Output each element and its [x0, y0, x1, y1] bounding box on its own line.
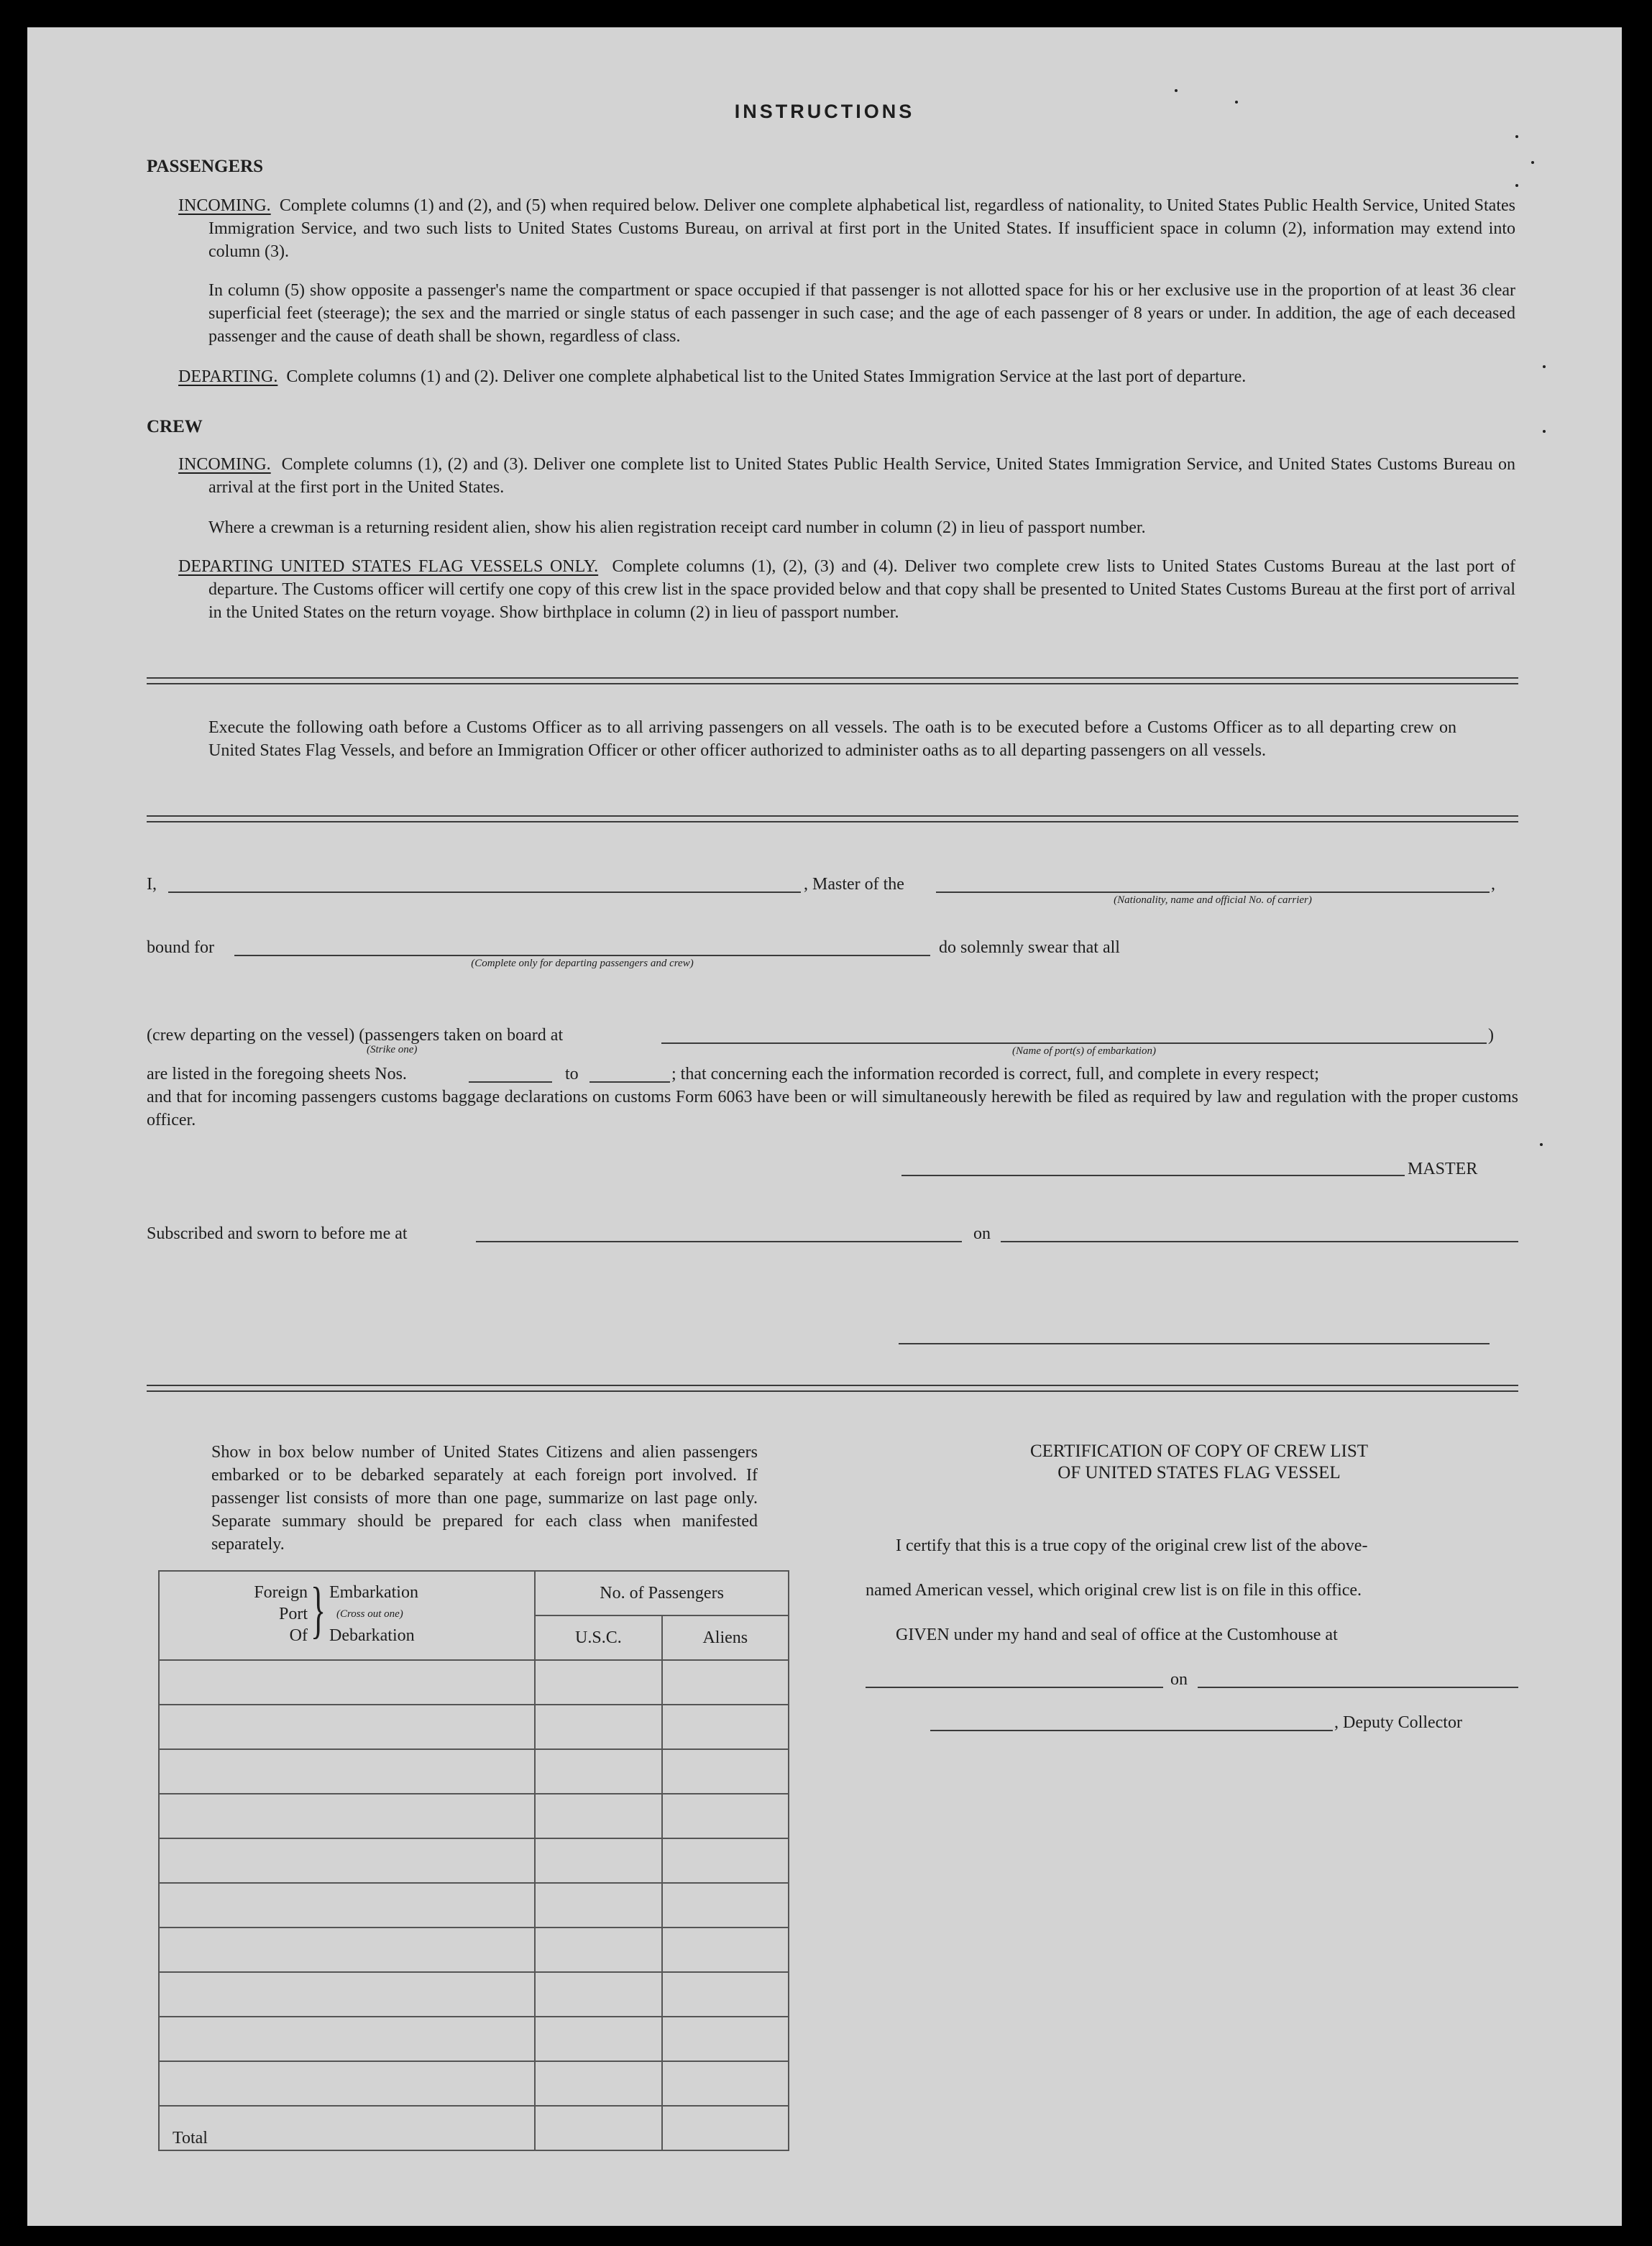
deputy-collector-signature-field[interactable] — [930, 1730, 1333, 1731]
sworn-place-field[interactable] — [476, 1241, 962, 1242]
sworn-on-label: on — [973, 1224, 991, 1243]
ports-caption: (Name of port(s) of embarkation) — [1012, 1045, 1156, 1057]
aliens-cell[interactable] — [662, 1928, 789, 1972]
crew-incoming-label: INCOMING. — [178, 455, 271, 474]
speck — [1175, 89, 1178, 92]
column5-paragraph: In column (5) show opposite a passenger's name the compartment or space occupied if that passenger is not allotted space for his or her exclusive use in the proportion of at least 36 clear superficial feet (steerage); the sex and the married or single status of each passenger in such case; and the age of each passenger of 8 years or under. In addition, the age of each deceased passenger and the cause of death shall be shown, regardless of class. — [208, 281, 1515, 346]
total-usc-cell[interactable] — [535, 2106, 661, 2150]
comma: , — [1491, 875, 1495, 894]
certification-date-field[interactable] — [1198, 1687, 1518, 1688]
crew-departing-text: Complete columns (1), (2), (3) and (4). Deliver two complete crew lists to United States Customs Bureau at the last port of departure. The Customs officer will certify one copy of this crew list in the space provided below and that copy shall be presented to United States Customs Bureau at the first port of arrival in the United States on the return voyage. Show birthplace in column (2) in lieu of passport number. — [208, 557, 1516, 622]
certification-title-line1: CERTIFICATION OF COPY OF CREW LIST — [1029, 1441, 1369, 1461]
table-row — [159, 1883, 789, 1928]
usc-cell[interactable] — [535, 1883, 661, 1928]
port-cell[interactable] — [159, 1749, 535, 1794]
usc-header: U.S.C. — [535, 1615, 661, 1660]
aliens-cell[interactable] — [662, 1883, 789, 1928]
certification-on-label: on — [1170, 1670, 1188, 1689]
foreign-label: Foreign — [254, 1583, 308, 1602]
passenger-summary-table — [158, 1570, 789, 2151]
aliens-cell[interactable] — [662, 1794, 789, 1838]
oath-i-label: I, — [147, 875, 157, 894]
usc-cell[interactable] — [535, 1660, 661, 1705]
table-row — [159, 1705, 789, 1749]
debarkation-label: Debarkation — [329, 1626, 415, 1645]
divider-rule — [147, 677, 1518, 684]
crew-incoming-paragraph — [178, 453, 1515, 499]
table-row — [159, 1928, 789, 1972]
usc-cell[interactable] — [535, 2017, 661, 2061]
passengers-incoming-paragraph — [178, 194, 1515, 263]
speck — [1235, 101, 1238, 104]
sworn-date-field[interactable] — [1001, 1241, 1518, 1242]
divider-rule — [147, 815, 1518, 822]
aliens-cell[interactable] — [662, 1660, 789, 1705]
port-cell[interactable] — [159, 1883, 535, 1928]
table-row — [159, 1972, 789, 2017]
port-cell[interactable] — [159, 1972, 535, 2017]
aliens-cell[interactable] — [662, 1972, 789, 2017]
master-label: MASTER — [1408, 1160, 1478, 1178]
embarkation-ports-field[interactable] — [661, 1042, 1487, 1044]
passengers-departing-text: Complete columns (1) and (2). Deliver one complete alphabetical list to the United States Immigration Service at the last port of departure. — [286, 367, 1247, 386]
divider-rule — [147, 1385, 1518, 1392]
officer-signature-field[interactable] — [899, 1343, 1490, 1344]
port-cell[interactable] — [159, 1838, 535, 1883]
speck — [1540, 1143, 1543, 1146]
summary-instructions: Show in box below number of United States Citizens and alien passengers embarked or to be debarked separately at each foreign port involved. If passenger list consists of more than one page, summarize on last page only. Separate summary should be prepared for each class when manifested separately. — [211, 1443, 758, 1554]
cross-out-label: (Cross out one) — [336, 1608, 403, 1620]
close-paren: ) — [1488, 1026, 1494, 1045]
master-name-field[interactable] — [168, 891, 801, 893]
table-row — [159, 1838, 789, 1883]
crew-departing-label: DEPARTING UNITED STATES FLAG VESSELS ONLY. — [178, 557, 599, 576]
aliens-cell[interactable] — [662, 1749, 789, 1794]
table-row — [159, 2017, 789, 2061]
speck — [1515, 184, 1518, 187]
oath-instructions: Execute the following oath before a Customs Officer as to all arriving passengers on all vessels. The oath is to be executed before a Customs Officer as to all departing crew on United States Flag Vessels, and before an Immigration Officer or other officer authorized to administer oaths as to all departing passengers on all vessels. — [208, 718, 1456, 760]
passengers-heading: PASSENGERS — [147, 157, 264, 176]
usc-cell[interactable] — [535, 1794, 661, 1838]
certify-line2: named American vessel, which original crew list is on file in this office. — [866, 1581, 1362, 1600]
brace-icon: } — [311, 1575, 326, 1645]
passengers-departing-label: DEPARTING. — [178, 367, 278, 386]
deputy-collector-label: , Deputy Collector — [1334, 1713, 1462, 1732]
master-signature-field[interactable] — [901, 1175, 1405, 1176]
port-cell[interactable] — [159, 1794, 535, 1838]
master-of-label: , Master of the — [804, 875, 904, 894]
table-row — [159, 2061, 789, 2106]
crew-heading: CREW — [147, 417, 203, 436]
aliens-cell[interactable] — [662, 1838, 789, 1883]
port-header-labels — [243, 1582, 308, 1646]
table-row — [159, 1660, 789, 1705]
port-header-cell — [159, 1571, 535, 1660]
sheet-to-field[interactable] — [589, 1081, 670, 1083]
nationality-caption: (Nationality, name and official No. of carrier) — [1114, 894, 1312, 906]
page-title: INSTRUCTIONS — [734, 101, 915, 122]
port-cell[interactable] — [159, 2017, 535, 2061]
usc-cell[interactable] — [535, 1838, 661, 1883]
usc-cell[interactable] — [535, 1972, 661, 2017]
speck — [1531, 161, 1534, 164]
swear-label: do solemnly swear that all — [939, 938, 1120, 957]
port-cell[interactable] — [159, 1705, 535, 1749]
embarkation-label: Embarkation — [329, 1583, 418, 1602]
strike-caption: (Strike one) — [367, 1044, 418, 1055]
customhouse-place-field[interactable] — [866, 1687, 1163, 1688]
bound-caption: (Complete only for departing passengers and crew) — [471, 958, 694, 969]
crew-incoming-text: Complete columns (1), (2) and (3). Deliver one complete list to United States Public Health Service, United States Immigration Service, and United States Customs Bureau on arrival at the first port in the United States. — [208, 455, 1516, 497]
listed-rest-1: ; that concerning each the information recorded is correct, full, and complete in every respect; — [671, 1065, 1319, 1083]
port-cell[interactable] — [159, 2061, 535, 2106]
usc-cell[interactable] — [535, 1749, 661, 1794]
passengers-departing-paragraph — [178, 365, 1515, 388]
aliens-cell[interactable] — [662, 2061, 789, 2106]
aliens-cell[interactable] — [662, 1705, 789, 1749]
speck — [1543, 430, 1546, 433]
bound-for-field[interactable] — [234, 955, 930, 956]
embark-labels — [329, 1582, 418, 1646]
aliens-header: Aliens — [662, 1615, 789, 1660]
certification-title — [876, 1441, 1523, 1484]
carrier-field[interactable] — [936, 891, 1490, 893]
table-row — [159, 1794, 789, 1838]
crew-passengers-label: (crew departing on the vessel) (passengers taken on board at — [147, 1026, 564, 1045]
crew-departing-paragraph — [178, 555, 1515, 624]
total-row — [159, 2106, 789, 2150]
passengers-incoming-text: Complete columns (1) and (2), and (5) when required below. Deliver one complete alphabetical list, regardless of nationality, to United States Public Health Service, United States Immigration Service, and two such lists to United States Customs Bureau, on arrival at first port in the United States. If insufficient space in column (2), information may extend into column (3). — [208, 196, 1515, 261]
aliens-cell[interactable] — [662, 2017, 789, 2061]
to-label: to — [565, 1065, 579, 1083]
speck — [1515, 135, 1518, 138]
sheet-from-field[interactable] — [469, 1081, 552, 1083]
listed-label: are listed in the foregoing sheets Nos. — [147, 1065, 407, 1083]
certification-title-line2: OF UNITED STATES FLAG VESSEL — [1057, 1463, 1341, 1482]
usc-cell[interactable] — [535, 1928, 661, 1972]
form-page — [27, 27, 1622, 2226]
of-label: Of — [289, 1626, 308, 1645]
listed-rest-2: and that for incoming passengers customs baggage declarations on customs Form 6063 have been or will simultaneously herewith be filed as required by law and regulation with the proper customs officer. — [147, 1088, 1518, 1129]
port-cell[interactable] — [159, 1660, 535, 1705]
no-passengers-header: No. of Passengers — [535, 1571, 789, 1615]
crew-resident-paragraph: Where a crewman is a returning resident alien, show his alien registration receipt card number in column (2) in lieu of passport number. — [208, 518, 1146, 537]
passengers-incoming-label: INCOMING. — [178, 196, 271, 215]
total-label: Total — [159, 2106, 535, 2150]
total-aliens-cell[interactable] — [662, 2106, 789, 2150]
table-row — [159, 1749, 789, 1794]
port-label: Port — [278, 1605, 308, 1623]
bound-for-label: bound for — [147, 938, 214, 957]
usc-cell[interactable] — [535, 2061, 661, 2106]
usc-cell[interactable] — [535, 1705, 661, 1749]
speck — [1543, 365, 1546, 368]
subscribed-label: Subscribed and sworn to before me at — [147, 1224, 408, 1243]
certify-line1: I certify that this is a true copy of the original crew list of the above- — [896, 1536, 1368, 1555]
port-cell[interactable] — [159, 1928, 535, 1972]
given-line: GIVEN under my hand and seal of office at the Customhouse at — [896, 1626, 1338, 1644]
